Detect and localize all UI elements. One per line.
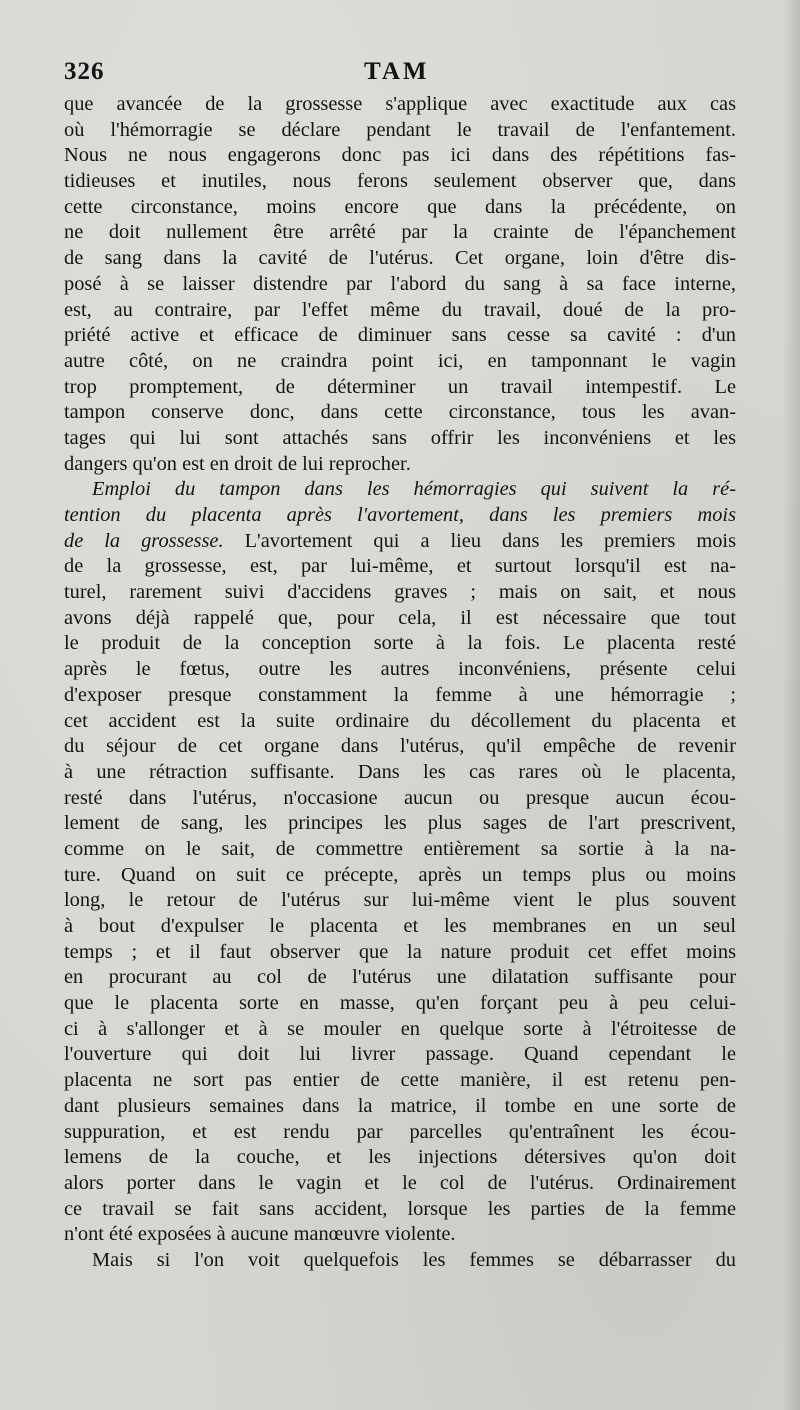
text-line: temps ; et il faut observer que la nature produit cet effet moins	[64, 940, 736, 963]
text-line: priété active et efficace de diminuer sans cesse sa cavité : d'un	[64, 324, 736, 347]
section-heading-end: de la grossesse.	[64, 529, 224, 552]
text-line: après le fœtus, outre les autres inconvéniens, présente celui	[64, 658, 736, 681]
text-line: dant plusieurs semaines dans la matrice, il tombe en une sorte de	[64, 1094, 736, 1117]
text-line: ci à s'allonger et à se mouler en quelque sorte à l'étroitesse de	[64, 1017, 736, 1040]
body-text	[64, 92, 736, 1274]
text-line: lemens de la couche, et les injections détersives qu'on doit	[64, 1146, 736, 1169]
text-line: de la grossesse, est, par lui-même, et surtout lorsqu'il est na-	[64, 555, 736, 578]
text-line: long, le retour de l'utérus sur lui-même vient le plus souvent	[64, 889, 736, 912]
text-run: L'avortement qui a lieu dans les premiers mois	[223, 529, 736, 552]
text-line: tidieuses et inutiles, nous ferons seulement observer que, dans	[64, 170, 736, 193]
text-line: lement de sang, les principes les plus sages de l'art prescrivent,	[64, 812, 736, 835]
page-edge-shadow	[782, 0, 800, 1410]
section-heading-line: Emploi du tampon dans les hémorragies qui suivent la ré-	[92, 478, 736, 501]
text-line: Nous ne nous engagerons donc pas ici dans des répétitions fas-	[64, 144, 736, 167]
text-line: dangers qu'on est en droit de lui reprocher.	[64, 452, 411, 475]
text-line: l'ouverture qui doit lui livrer passage. Quand cependant le	[64, 1043, 736, 1066]
text-line: en procurant au col de l'utérus une dilatation suffisante pour	[64, 966, 736, 989]
text-line: placenta ne sort pas entier de cette manière, il est retenu pen-	[64, 1069, 736, 1092]
text-line: tampon conserve donc, dans cette circonstance, tous les avan-	[64, 401, 736, 424]
text-line: le produit de la conception sorte à la fois. Le placenta resté	[64, 632, 736, 655]
text-line: du séjour de cet organe dans l'utérus, qu'il empêche de revenir	[64, 735, 736, 758]
text-line: que avancée de la grossesse s'applique avec exactitude aux cas	[64, 93, 736, 115]
text-line: où l'hémorragie se déclare pendant le travail de l'enfantement.	[64, 118, 736, 141]
text-line: comme on le sait, de commettre entièrement sa sortie à la na-	[64, 837, 736, 860]
text-line: posé à se laisser distendre par l'abord du sang à sa face interne,	[64, 272, 736, 295]
text-line: à une rétraction suffisante. Dans les cas rares où le placenta,	[64, 760, 736, 783]
text-line: trop promptement, de déterminer un travail intempestif. Le	[64, 375, 736, 398]
page-number: 326	[64, 58, 105, 85]
text-line: ture. Quand on suit ce précepte, après un temps plus ou moins	[64, 863, 736, 886]
text-line: n'ont été exposées à aucune manœuvre violente.	[64, 1223, 456, 1246]
text-line: ce travail se fait sans accident, lorsque les parties de la femme	[64, 1197, 736, 1220]
text-line: d'exposer presque constamment la femme à une hémorragie ;	[64, 683, 736, 706]
text-line	[64, 529, 736, 555]
text-line: de sang dans la cavité de l'utérus. Cet organe, loin d'être dis-	[64, 247, 736, 270]
text-line: turel, rarement suivi d'accidens graves ; mais on sait, et nous	[64, 581, 736, 604]
text-line: resté dans l'utérus, n'occasione aucun ou presque aucun écou-	[64, 786, 736, 809]
text-line: cet accident est la suite ordinaire du décollement du placenta et	[64, 709, 736, 732]
text-line: alors porter dans le vagin et le col de l'utérus. Ordinairement	[64, 1171, 736, 1194]
section-heading-line: tention du placenta après l'avortement, dans les premiers mois	[64, 504, 736, 526]
text-line: suppuration, et est rendu par parcelles qu'entraînent les écou-	[64, 1120, 736, 1143]
running-head	[64, 58, 736, 92]
text-line: cette circonstance, moins encore que dans la précédente, on	[64, 195, 736, 218]
text-line: Mais si l'on voit quelquefois les femmes se débarrasser du	[92, 1248, 736, 1271]
text-line: ne doit nullement être arrêté par la crainte de l'épanchement	[64, 221, 736, 244]
text-line: est, au contraire, par l'effet même du travail, doué de la pro-	[64, 298, 736, 321]
text-line: autre côté, on ne craindra point ici, en tamponnant le vagin	[64, 349, 736, 372]
text-line: que le placenta sorte en masse, qu'en forçant peu à peu celui-	[64, 992, 736, 1015]
text-line: à bout d'expulser le placenta et les membranes en un seul	[64, 915, 736, 937]
text-line: tages qui lui sont attachés sans offrir les inconvéniens et les	[64, 426, 736, 449]
text-line: avons déjà rappelé que, pour cela, il est nécessaire que tout	[64, 606, 736, 629]
running-title: TAM	[364, 58, 430, 85]
